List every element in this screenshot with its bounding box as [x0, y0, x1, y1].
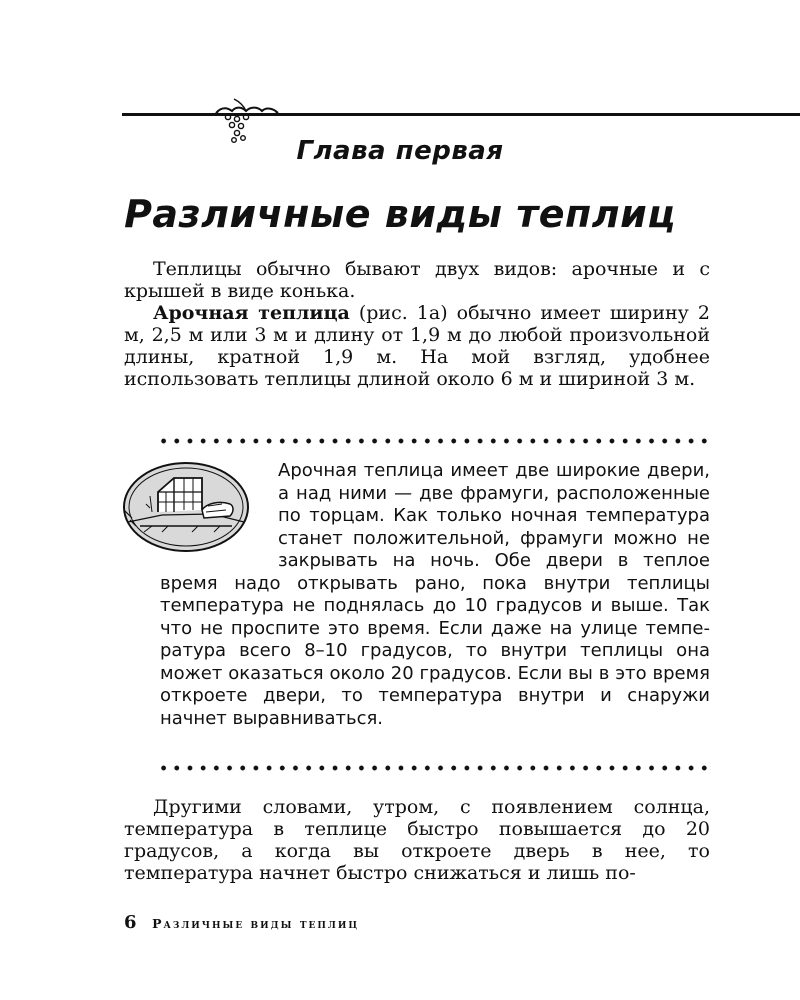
intro-section — [124, 258, 710, 390]
chapter-label: Глава первая — [296, 136, 504, 166]
term-arched-greenhouse: Арочная теплица — [153, 302, 350, 324]
closing-section — [124, 796, 710, 884]
arched-greenhouse-paragraph — [124, 302, 710, 390]
arched-greenhouse-description: (рис. 1а) обычно имеет ширину 2 м, 2,5 м или 3 м и длину от 1,9 м до любой произvольной длины, кратной 1,9 м. На мой взгляд, удобнее использовать теплицы длиной около 6 м и шириной 3 м. — [124, 302, 710, 390]
page-footer — [124, 912, 359, 933]
sidebar-note-text: Арочная теплица имеет две широкие двери, а над ними — две фрамуги, расположенные по торцам. Как только ночная температура станет положительной, фрамуги можно не закрывать на ночь. Обе двери в теплое время надо открывать рано, пока внутри теплицы температура не поднялась до 10 градусов и выше. Так что не проспите это время. Если даже на улице температура всего 8–10 градусов, то внутри теплицы она может оказаться около 20 градусов. Если вы в это время откроете двери, то температура внутри и снаружи начнет выравниваться. — [160, 460, 710, 729]
running-head: Различные виды теплиц — [152, 916, 360, 931]
chapter-title: Различные виды теплиц — [124, 192, 676, 236]
closing-paragraph: Другими словами, утром, с появлением солнца, температура в теплице быстро повышается до 20 градусов, а когда вы откроете дверь в нее, то температура начнет быстро снижаться и лишь по- — [124, 796, 710, 884]
dotted-divider-top — [157, 438, 710, 444]
sidebar-note — [160, 460, 710, 730]
page-number: 6 — [124, 912, 137, 933]
dotted-divider-bottom — [157, 765, 710, 771]
intro-paragraph: Теплицы обычно бывают двух видов: арочные и с крышей в виде конька. — [124, 258, 710, 302]
icon-float-space — [160, 460, 278, 572]
